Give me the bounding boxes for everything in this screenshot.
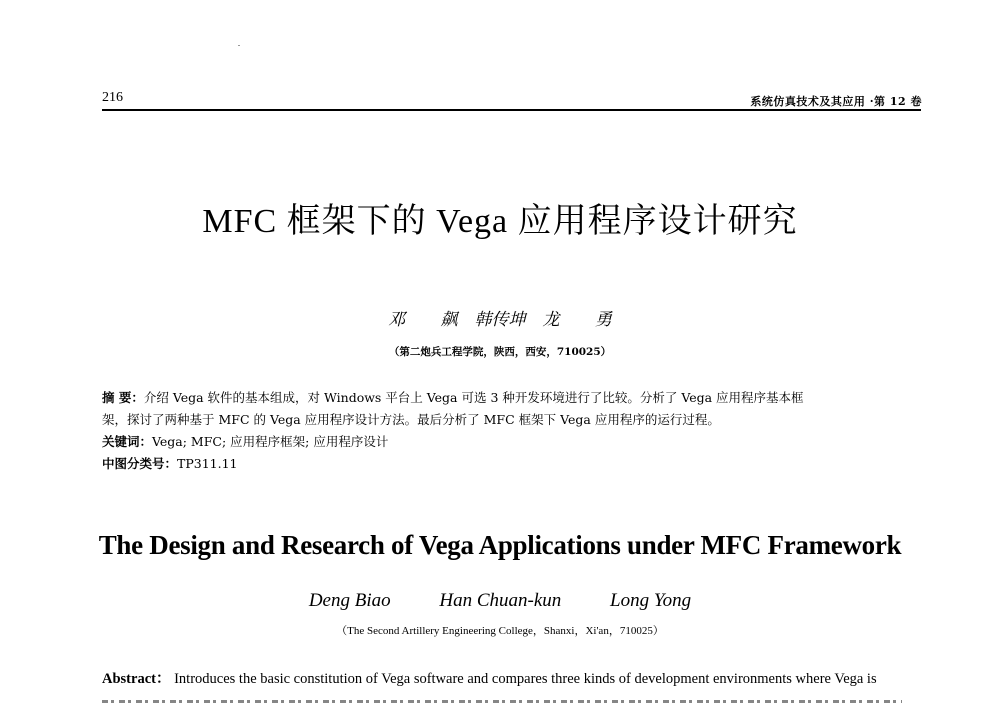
english-abstract [102, 667, 932, 688]
abstract-text-1: 介绍 Vega 软件的基本组成，对 Windows 平台上 Vega 可选 3 种开发环境进行了比较。分析了 Vega 应用程序基本框 [143, 390, 804, 405]
author-3: Long Yong [610, 590, 692, 611]
keywords-label: 关键词： [102, 434, 153, 449]
english-abstract-label: Abstract： [102, 671, 171, 687]
chinese-authors: 邓 飙 韩传坤 龙 勇 [388, 310, 612, 330]
english-title: The Design and Research of Vega Applications under MFC Framework [98, 530, 902, 560]
header-rule [102, 109, 921, 111]
english-affiliation: （The Second Artillery Engineering College，Shanxi，Xi'an，710025） [336, 625, 664, 637]
journal-running-header: 系统仿真技术及其应用 ·第 12 卷 [750, 95, 922, 108]
author-2: Han Chuan-kun [439, 590, 562, 611]
chinese-title: MFC 框架下的 Vega 应用程序设计研究 [202, 203, 798, 240]
author-1: Deng Biao [308, 590, 391, 611]
keywords-line [102, 431, 920, 453]
scan-speck [238, 45, 240, 46]
cut-off-text-line [102, 695, 902, 703]
classification-text: TP311.11 [177, 456, 238, 471]
classification-line [102, 453, 920, 475]
page-number: 216 [102, 90, 123, 105]
english-authors [0, 590, 1000, 612]
abstract-label: 摘 要： [102, 390, 144, 405]
keywords-text: Vega; MFC; 应用程序框架; 应用程序设计 [152, 434, 389, 449]
chinese-abstract-line-2: 架，探讨了两种基于 MFC 的 Vega 应用程序设计方法。最后分析了 MFC 框架下 Vega 应用程序的运行过程。 [102, 412, 720, 427]
english-abstract-text: Introduces the basic constitution of Vega software and compares three kinds of development environments where Vega is [174, 671, 877, 687]
chinese-abstract-line-1 [102, 387, 920, 409]
chinese-affiliation: （第二炮兵工程学院，陕西，西安，710025） [388, 346, 612, 358]
classification-label: 中图分类号： [102, 456, 178, 471]
chinese-abstract-block [102, 387, 920, 475]
